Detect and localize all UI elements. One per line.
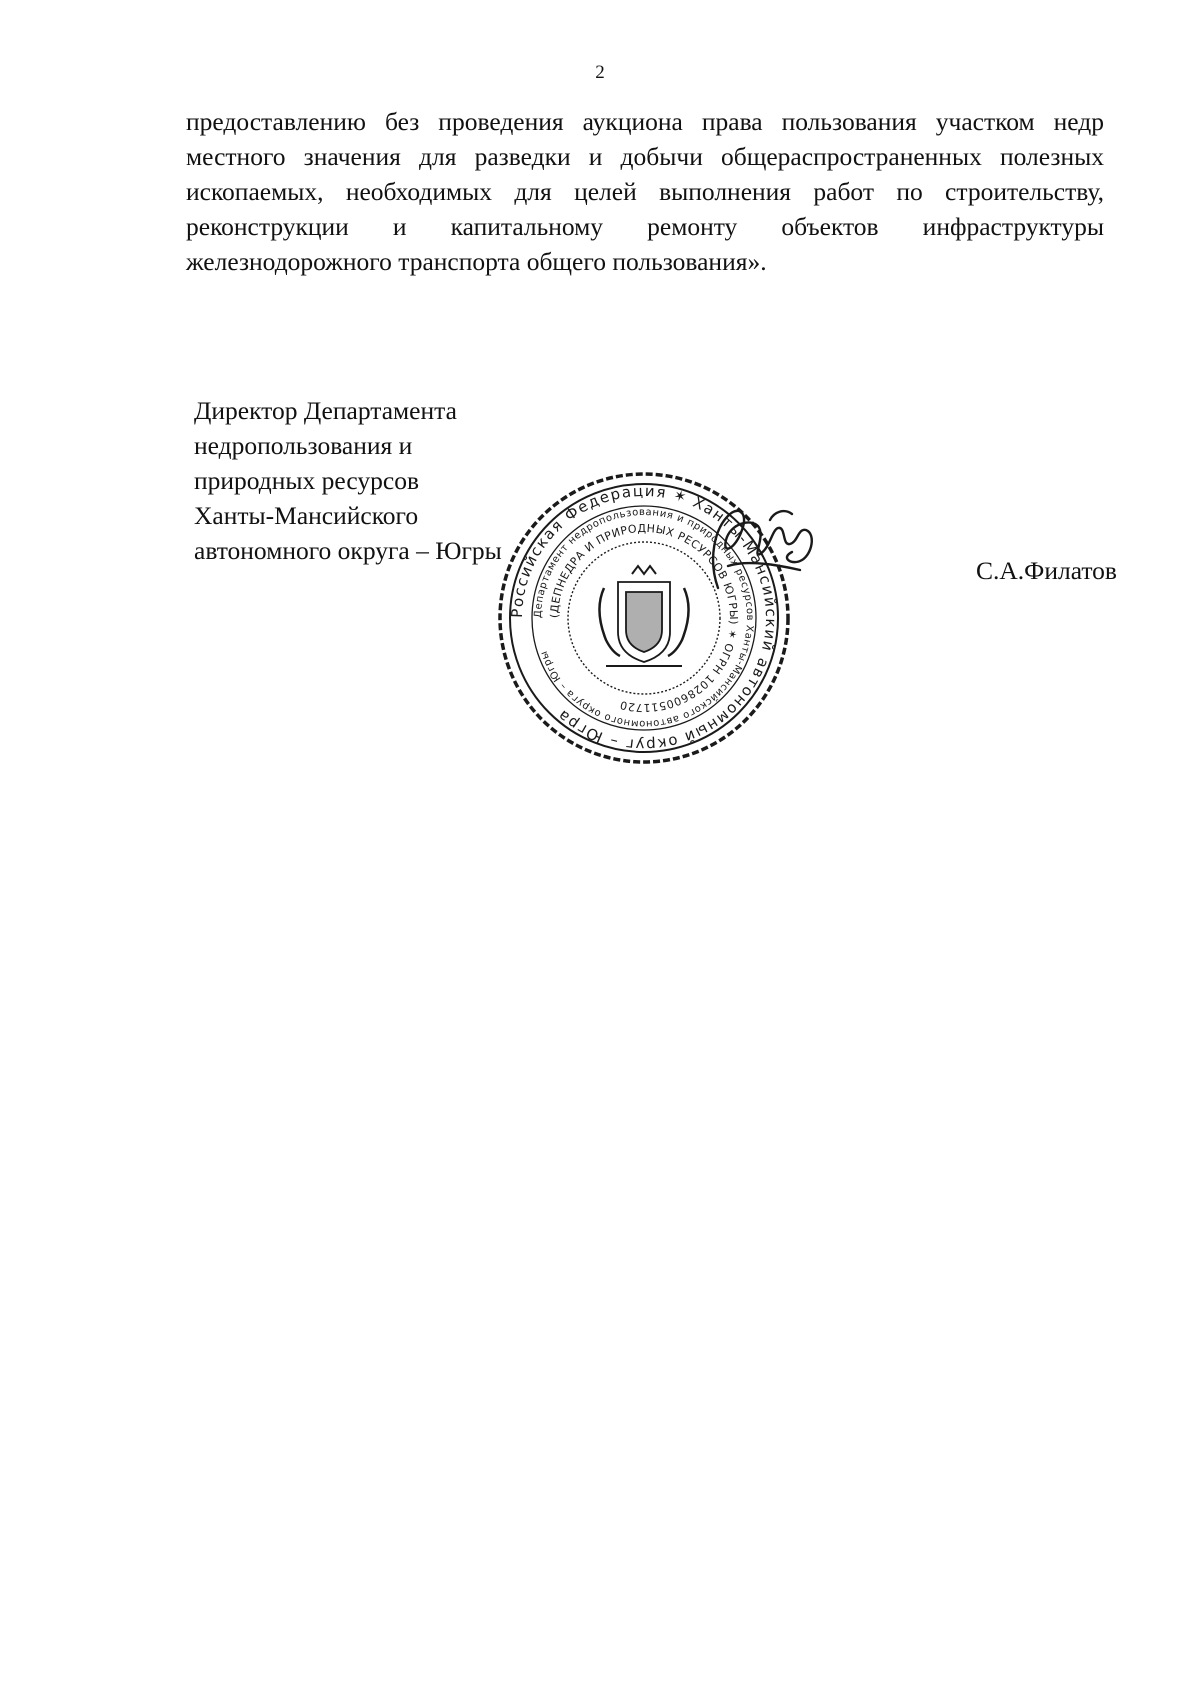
body-paragraph <box>186 104 1104 279</box>
body-line: предоставлению без проведения аукциона права пользования участком недр <box>186 107 1104 136</box>
coat-of-arms-icon <box>599 566 688 666</box>
signatory-title-line: Директор Департамента <box>194 396 457 425</box>
signatory-title-line: природных ресурсов <box>194 466 419 495</box>
page-number: 2 <box>595 62 605 83</box>
seal-inner-text: Департамент недропользования и природных ресурсов Ханты-Мансийского автономного округа – Югры <box>532 506 756 730</box>
handwritten-signature <box>700 500 830 595</box>
body-line: ископаемых, необходимых для целей выполнения работ по строительству, <box>186 177 1104 206</box>
body-line: реконструкции и капитальному ремонту объектов инфраструктуры <box>186 212 1104 241</box>
body-line: местного значения для разведки и добычи общераспространенных полезных <box>186 142 1104 171</box>
seal-middle-text: (ДЕПНЕДРА И ПРИРОДНЫХ РЕСУРСОВ ЮГРЫ) ✶ ОГРН 1028600511720 <box>547 521 741 715</box>
body-line: железнодорожного транспорта общего пользования». <box>186 247 767 276</box>
signatory-title-line: автономного округа – Югры <box>194 536 502 565</box>
signer-name: С.А.Филатов <box>976 556 1117 585</box>
signatory-title-line: недропользования и <box>194 431 413 460</box>
seal-outer-text: Российская Федерация ✶ Ханты-Мансийский автономный округ – Югра <box>507 481 781 755</box>
signatory-title-line: Ханты-Мансийского <box>194 501 419 530</box>
